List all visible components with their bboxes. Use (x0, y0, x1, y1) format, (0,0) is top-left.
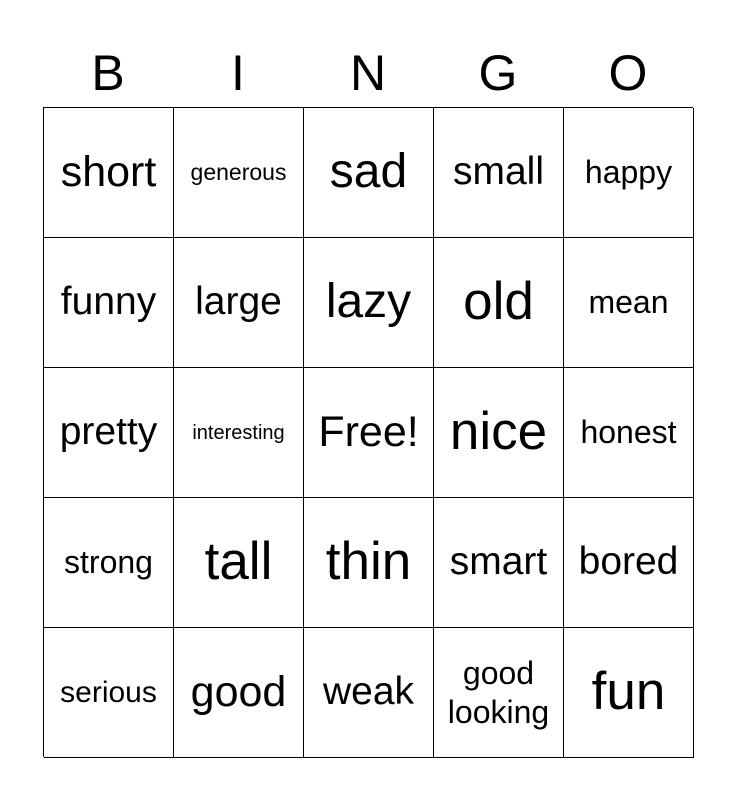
cell-word: sad (329, 145, 408, 199)
bingo-cell[interactable] (44, 368, 174, 498)
bingo-board (43, 107, 693, 757)
cell-word: lazy (325, 275, 412, 329)
bingo-cell[interactable] (434, 628, 564, 758)
free-space-cell[interactable] (304, 368, 434, 498)
cell-word: serious (60, 676, 157, 709)
bingo-cell[interactable] (44, 238, 174, 368)
bingo-cell[interactable] (564, 108, 694, 238)
bingo-cell[interactable] (44, 498, 174, 628)
cell-word: tall (204, 532, 273, 592)
bingo-cell[interactable] (434, 238, 564, 368)
header-letter-g: G (478, 45, 518, 101)
bingo-cell[interactable] (174, 238, 304, 368)
bingo-cell[interactable] (304, 108, 434, 238)
bingo-cell[interactable] (174, 108, 304, 238)
bingo-cell[interactable] (174, 498, 304, 628)
cell-word: nice (449, 402, 548, 462)
bingo-cell[interactable] (304, 498, 434, 628)
cell-word: weak (322, 670, 415, 714)
cell-word: honest (580, 413, 677, 450)
bingo-cell[interactable] (304, 628, 434, 758)
bingo-cell[interactable] (434, 368, 564, 498)
bingo-cell[interactable] (174, 368, 304, 498)
cell-word: interesting (192, 421, 285, 444)
cell-word: funny (60, 280, 157, 324)
header-letter-b: B (91, 45, 125, 101)
bingo-cell[interactable] (564, 368, 694, 498)
bingo-cell[interactable] (434, 108, 564, 238)
bingo-cell[interactable] (44, 108, 174, 238)
cell-word: fun (591, 662, 666, 722)
cell-word: strong (64, 543, 153, 580)
bingo-cell[interactable] (174, 628, 304, 758)
cell-word: smart (449, 540, 548, 584)
cell-word: happy (584, 153, 673, 190)
cell-word: good (190, 667, 287, 716)
header-letter-n: N (349, 45, 387, 101)
cell-word: small (452, 150, 544, 194)
bingo-cell[interactable] (564, 628, 694, 758)
cell-word: good looking (447, 655, 550, 730)
header-letter-o: O (608, 45, 648, 101)
cell-word: short (60, 147, 157, 196)
bingo-cell[interactable] (44, 628, 174, 758)
bingo-header (43, 40, 693, 106)
bingo-cell[interactable] (434, 498, 564, 628)
bingo-cell[interactable] (304, 238, 434, 368)
header-letter-i: I (231, 45, 245, 101)
cell-word: thin (325, 532, 412, 592)
cell-word: pretty (59, 410, 158, 454)
bingo-cell[interactable] (564, 498, 694, 628)
cell-word: large (195, 280, 282, 324)
free-space-label: Free! (318, 407, 419, 456)
cell-word: generous (190, 158, 287, 185)
cell-word: bored (578, 540, 679, 584)
cell-word: mean (588, 283, 669, 320)
cell-word: old (463, 272, 534, 332)
bingo-cell[interactable] (564, 238, 694, 368)
